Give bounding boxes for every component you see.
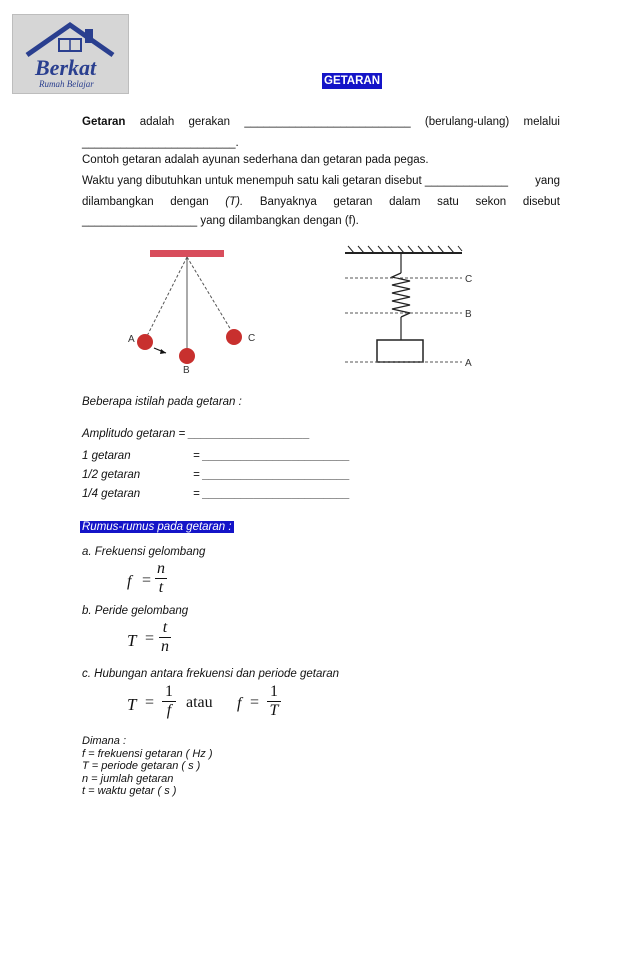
pendulum-label-b: B [183,365,190,375]
intro-word: (berulang-ulang) [424,116,510,128]
logo-subtext: Rumah Belajar [39,79,94,89]
dimana-item: n = jumlah getaran [82,772,174,785]
term-label: 1 getaran [82,450,131,462]
term-label: 1/2 getaran [82,469,141,481]
denominator: f [166,702,172,719]
intro-word: melalui [523,116,560,128]
intro-word: satu [437,196,459,208]
intro-text: Waktu yang dibutuhkan untuk menempuh satu kali getaran disebut _____________ [82,175,509,187]
house-logo-icon [13,15,128,93]
dimana-item: t = waktu getar ( s ) [82,785,177,797]
page-title: GETARAN [324,75,381,87]
formulas-heading [80,520,234,534]
intro-word: dalam [389,196,421,208]
term-row [82,468,350,482]
formula-f-var: f [237,695,242,712]
term-label: 1/4 getaran [82,488,141,500]
denominator: n [161,638,169,655]
spring-diagram [340,245,480,370]
formula-atau: atau [186,694,213,711]
intro-word: yang [535,175,560,187]
term-blank: = _______________________ [193,488,351,500]
denominator: t [158,579,164,596]
terms-heading: Beberapa istilah pada getaran : [82,396,242,408]
spring-label-b: B [465,309,472,320]
denominator: T [269,702,279,719]
pendulum-label-c: C [248,333,256,344]
numerator: n [157,560,165,577]
term-blank: = _______________________ [193,450,351,462]
fraction-1-over-T [267,683,281,720]
formula-eq: = [250,694,260,711]
spring-label-a: A [465,358,472,369]
formula-eq: = [145,694,155,711]
formula-T-var: T [127,695,137,714]
formula-eq: = [145,630,155,647]
formula-a-label: a. Frekuensi gelombang [82,546,206,558]
intro-word: Banyaknya [259,196,317,208]
logo-text: Berkat [35,55,97,80]
dimana-item: T = periode getaran ( s ) [82,760,201,772]
intro-word: dilambangkan [82,196,154,208]
dimana-heading: Dimana : [82,735,127,747]
term-getaran: Getaran [82,116,126,128]
intro-word: adalah [139,116,175,128]
amplitude-line: Amplitudo getaran = ___________________ [82,428,310,440]
pendulum-diagram [120,245,270,375]
fraction-1-over-f [162,683,176,720]
intro-line-3: Contoh getaran adalah ayunan sederhana dan getaran pada pegas. [82,154,429,166]
intro-word: dengan [170,196,209,208]
intro-word: sekon [475,196,507,208]
dimana-list [82,735,213,798]
intro-line-2: ________________________. [82,137,239,149]
numerator: t [162,619,168,636]
formulas-heading-text: Rumus-rumus pada getaran : [82,521,232,533]
intro-line-1 [82,115,560,129]
intro-word: getaran [333,196,373,208]
intro-word: (T). [225,196,244,208]
numerator: 1 [165,683,173,700]
logo [12,14,129,94]
formula-b-label: b. Peride gelombang [82,605,189,617]
formula-c-label: c. Hubungan antara frekuensi dan periode getaran [82,668,340,680]
blank-field: __________________________ [244,116,411,128]
spring-label-c: C [465,274,473,285]
numerator: 1 [270,683,278,700]
formula-f-var: f [127,573,132,590]
term-row [82,487,350,501]
fraction-n-over-t [155,560,167,597]
formula-eq: = [142,572,152,589]
intro-word: disebut [522,196,560,208]
formula-T-var: T [127,631,137,650]
term-row [82,449,350,463]
intro-line-4 [82,174,560,188]
intro-line-5 [82,195,560,209]
fraction-t-over-n [159,619,171,656]
intro-word: gerakan [188,116,231,128]
term-blank: = _______________________ [193,469,351,481]
pendulum-label-a: A [128,334,135,345]
intro-line-6: __________________ yang dilambangkan dengan (f). [82,215,359,227]
dimana-item: f = frekuensi getaran ( Hz ) [82,747,213,760]
